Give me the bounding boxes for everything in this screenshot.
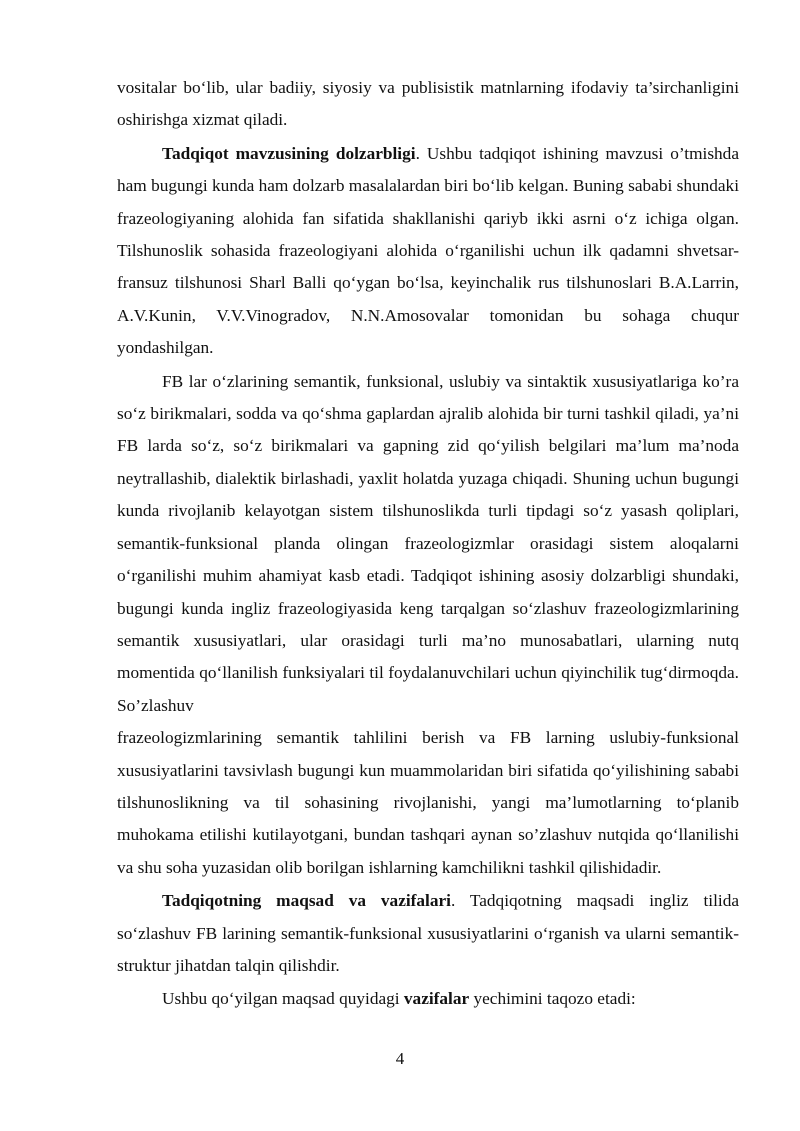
paragraph-continuation: vositalar bo‘lib, ular badiiy, siyosiy va publisistik matnlarning ifodaviy ta’sirchanligini oshirishga xizmat qiladi. <box>117 78 739 130</box>
paragraph-goals <box>117 885 739 982</box>
tasks-bold-word: vazifalar <box>403 989 470 1009</box>
page-number: 4 <box>395 1049 405 1068</box>
tasks-text-start: Ushbu qo‘yilgan maqsad quyidagi <box>162 989 404 1009</box>
paragraph-relevance <box>117 138 739 365</box>
goals-text: . Tadqiqotning maqsadi ingliz tilida so‘zlashuv FB larining semantik-funksional xususiyatlarini o‘rganish va ularni semantik-struktur jihatdan talqin qilishdir. <box>117 891 739 975</box>
heading-goals: Tadqiqotning maqsad va vazifalari <box>162 891 451 911</box>
paragraph-fb-part1: FB lar o‘zlarining semantik, funksional, uslubiy va sintaktik xususiyatlariga ko’ra so‘z birikmalari, sodda va qo‘shma gaplardan ajralib alohida bir turni tashkil qiladi, ya’ni FB larda so‘z, so‘z birikmalari va gapning zid qo‘yilish belgilari ma’lum ma’noda neytrallashib, dialektik birlashadi, yaxlit holatda yuzaga chiqadi. Shuning uchun bugungi kunda rivojlanib kelayotgan sistem tilshunoslikda turli tipdagi so‘z yasash qoliplari, semantik-funksional planda olingan frazeologizmlar orasidagi sistem aloqalarni o‘rganilishi muhim ahamiyat kasb etadi. Tadqiqot ishining asosiy dolzarbligi shundaki, bugungi kunda ingliz frazeologiyasida keng tarqalgan so‘zlashuv frazeologizmlarining semantik xususiyatlari, ular orasidagi turli ma’no munosabatlari, ularning nutq momentida qo‘llanilish funksiyalari til foydalanuvchilari uchun qiyinchilik tug‘dirmoqda. So’zlashuv <box>117 371 739 715</box>
page-body <box>117 72 739 1016</box>
paragraph-fb-part2: frazeologizmlarining semantik tahlilini berish va FB larning uslubiy-funksional xususiyatlarini tavsivlash bugungi kun muammolaridan biri sifatida qo‘yilishining sababi tilshunoslikning va til sohasining rivojlanishi, yangi ma’lumotlarning to‘planib muhokama etilishi kutilayotgani, bundan tashqari aynan so’zlashuv nutqida qo‘llanilishi va shu soha yuzasidan olib borilgan ishlarning kamchilikni tashkil qilishidadir. <box>117 728 739 877</box>
heading-relevance: Tadqiqot mavzusining dolzarbligi <box>162 143 416 163</box>
relevance-text: . Ushbu tadqiqot ishining mavzusi o’tmishda ham bugungi kunda ham dolzarb masalalardan biri bo‘lib kelgan. Buning sababi shundaki frazeologiyaning alohida fan sifatida shakllanishi qariyb ikki asrni o‘z ichiga olgan. Tilshunoslik sohasida frazeologiyani alohida o‘rganilishi uchun ilk qadamni shvetsar-fransuz tilshunosi Sharl Balli qo‘ygan bo‘lsa, keyinchalik rus tilshunoslari B.A.Larrin, A.V.Kunin, V.V.Vinogradov, N.N.Amosovalar tomonidan bu sohaga chuqur yondashilgan. <box>117 143 739 358</box>
paragraph-tasks <box>117 983 739 1015</box>
tasks-text-end: yechimini taqozo etadi: <box>469 989 636 1009</box>
